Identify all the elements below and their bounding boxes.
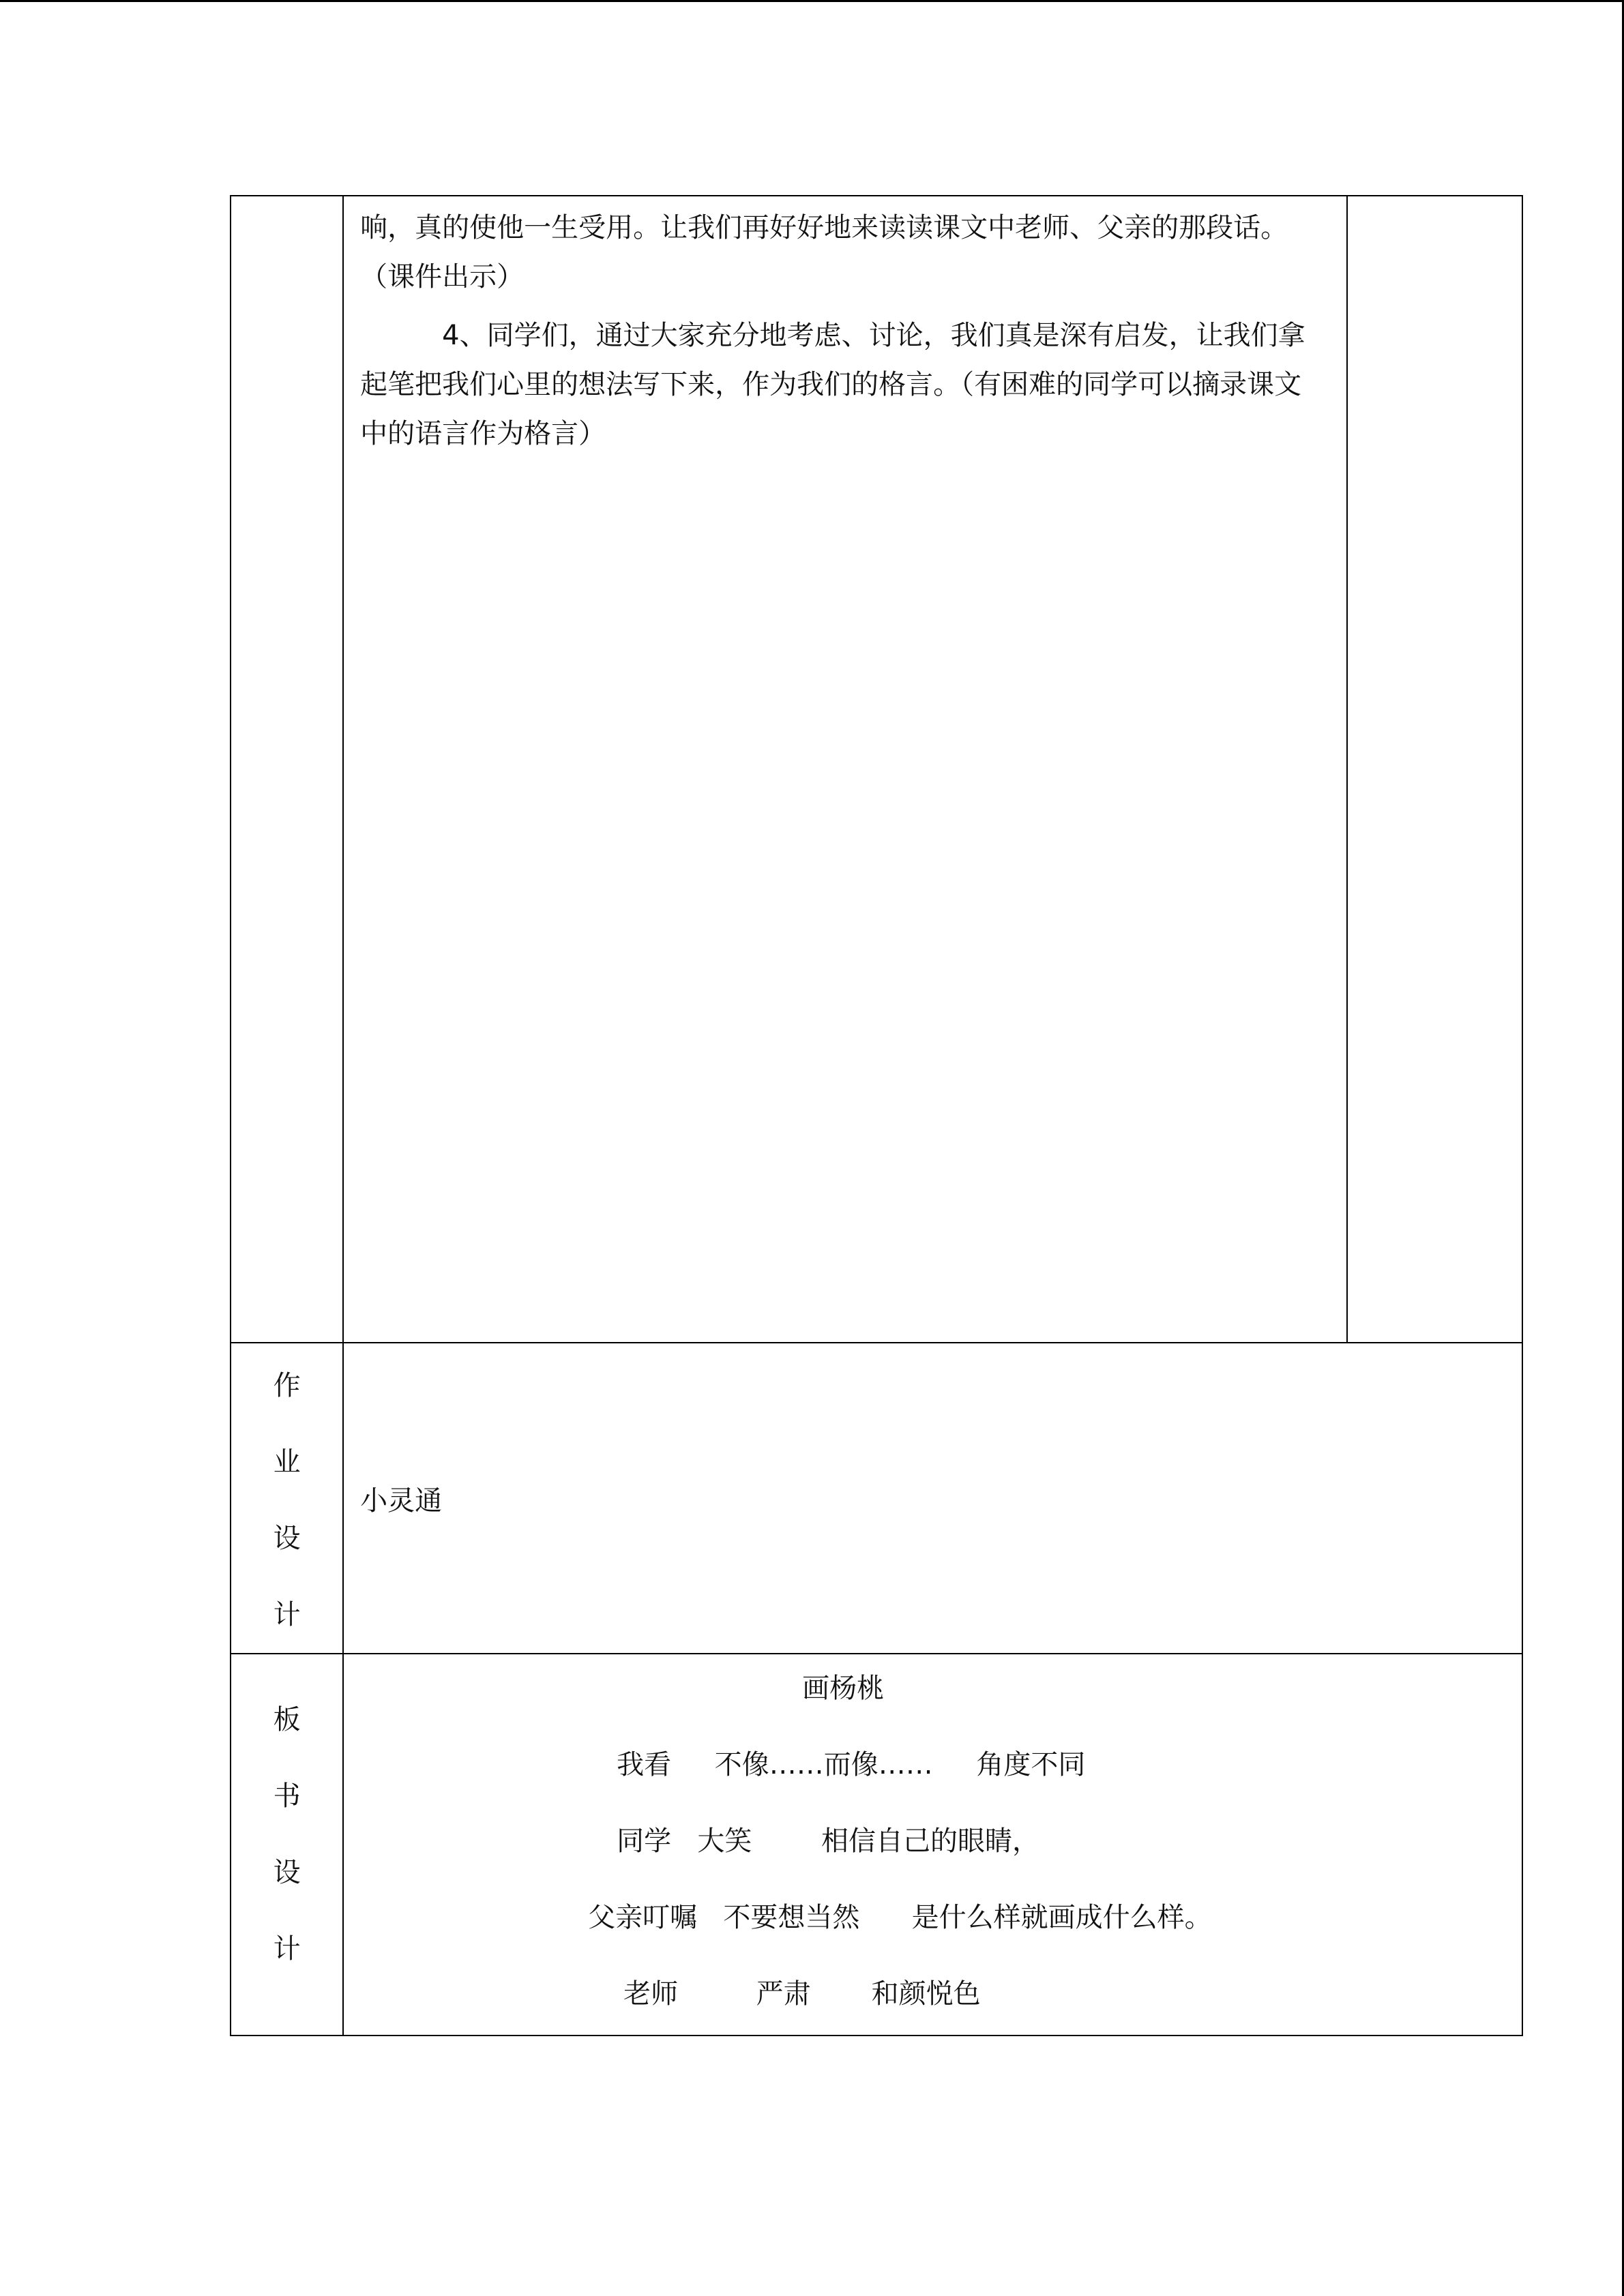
homework-label-char: 计 bbox=[273, 1599, 301, 1630]
board-line: 同学 大笑 相信自己的眼睛， bbox=[617, 1825, 1040, 1857]
homework-label-cell bbox=[231, 1343, 343, 1654]
homework-label bbox=[231, 1343, 342, 1653]
teaching-process-row bbox=[231, 196, 1522, 1343]
homework-label-char: 业 bbox=[273, 1446, 301, 1478]
process-content-cell bbox=[343, 196, 1347, 1343]
homework-label-char: 设 bbox=[273, 1523, 301, 1554]
process-paragraph-1: 响，真的使他一生受用。让我们再好好地来读读课文中老师、父亲的那段话。（课件出示） bbox=[360, 212, 1288, 293]
process-paragraph-2: 4、同学们，通过大家充分地考虑、讨论，我们真是深有启发，让我们拿起笔把我们心里的想法写下来，作为我们的格言。（有困难的同学可以摘录课文中的语言作为格言） bbox=[360, 320, 1305, 449]
board-content-cell bbox=[343, 1654, 1522, 2036]
page-top-border bbox=[0, 0, 1624, 2]
homework-label-char: 作 bbox=[273, 1370, 301, 1401]
board-label-char: 设 bbox=[273, 1857, 301, 1888]
process-notes-cell bbox=[1347, 196, 1522, 1343]
board-design-row bbox=[231, 1654, 1522, 2036]
process-label-cell bbox=[231, 196, 343, 1343]
homework-row bbox=[231, 1343, 1522, 1654]
board-title: 画杨桃 bbox=[802, 1673, 885, 1704]
board-label-char: 书 bbox=[273, 1780, 301, 1812]
board-line: 老师 严肃 和颜悦色 bbox=[623, 1978, 981, 2010]
homework-content: 小灵通 bbox=[360, 1485, 443, 1517]
board-label-char: 计 bbox=[273, 1933, 301, 1965]
lesson-plan-table bbox=[230, 195, 1523, 2036]
board-label-char: 板 bbox=[273, 1704, 301, 1735]
board-line: 我看 不像……而像…… 角度不同 bbox=[617, 1749, 1086, 1780]
board-label bbox=[231, 1654, 342, 1987]
board-label-cell bbox=[231, 1654, 343, 2036]
board-line: 父亲叮嘱 不要想当然 是什么样就画成什么样。 bbox=[588, 1902, 1212, 1933]
homework-content-cell bbox=[343, 1343, 1522, 1654]
